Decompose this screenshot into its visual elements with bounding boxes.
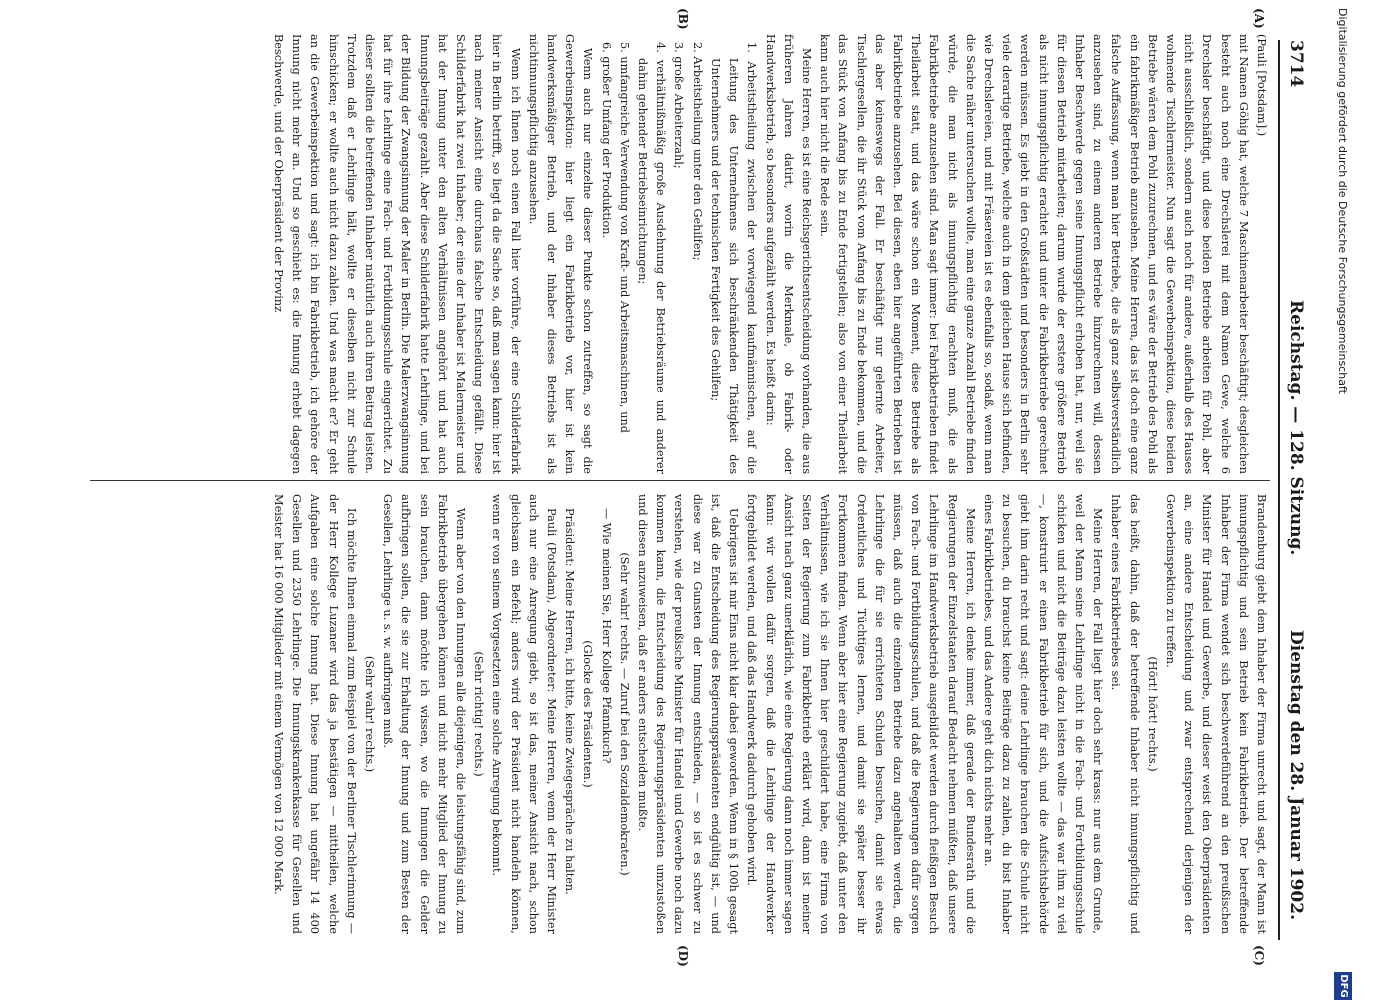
dfg-logo: DFG bbox=[1334, 972, 1352, 1000]
paragraph: Meine Herren, der Fall liegt hier doch sehr krass: nur aus dem Grunde, weil der Mann seine Lehrlinge nicht in die Fach- und Fortbildungsschule schicken und nicht die Beiträge dazu leisten wollte — das war ihm zu viel —, konstruirt er einen Fabrikbetrieb für sich, und die Aufsichtsbehörde giebt ihm darin recht und sagt: deine Lehrlinge brauchen die Schule nicht zu besuchen, du brauchst keine Beiträge dazu zu zahlen, du bist Inhaber eines Fabrikbetriebes, und das Andere geht dich nichts mehr an. bbox=[981, 494, 1105, 934]
page-header bbox=[1278, 40, 1310, 940]
list-item: 4. verhältnißmäßig große Ausdehnung der Betriebsräume und anderer dahin gehender Betriebseinrichtungen; bbox=[636, 42, 668, 474]
column-divider bbox=[90, 480, 1270, 481]
paragraph: Pauli (Potsdam), Abgeordneter: Meine Herren, wenn der Herr Minister auch nur eine Anregung giebt, so ist das, meiner Ansicht nach, schon gleichsam ein Befehl; anders wird der Präsident nicht handeln können, wenn er von seinem Vorgesetzten eine solche Anregung bekommt. bbox=[490, 494, 559, 934]
interjection: (Glocke des Präsidenten.) bbox=[581, 640, 595, 788]
paragraph: mit Namen Göhig hat, welche 7 Maschinenarbeiter beschäftigt; desgleichen besteht auch noch eine Drechslerei mit dem Namen Gewe, welche 6 Drechsler beschäftigt, und diese beiden Betriebe arbeiten für Pohl, aber nicht ausschließlich, sondern auch noch für andere, außerhalb des Hauses wohnende Tischlermeister. Nun sagt die Gewerbeinspektion, diese beiden Betriebe wären dem Pohl zuzurechnen, und es wäre der Betrieb des Pohl als ein fabrikmäßiger Betrieb anzusehen. Meine Herren, das ist doch eine ganz falsche Auffassung, wenn man hier Betriebe, die als ganz selbstverständlich anzusehen sind, zu einem anderen Betriebe hinzurechnen will, dessen Inhaber Beschwerde gegen seine Innungspflicht erhoben hat, nur, weil sie für diesen Betrieb mitarbeiten; darum wurde der erstere größere Betrieb als nicht innungspflichtig erachtet und unter die Fabrikbetriebe gerechnet werden müssen. Es giebt in den Großstädten und besonders in Berlin sehr viele derartige Betriebe, welche auch in dem gleichen Hause sich befinden, wie Drechslereien, und mit Fräsereien ist es ebenfalls so, sodaß, wenn man die Sache näher untersuchen wollte, man eine ganze Anzahl Betriebe finden würde, die man nicht als innungspflichtig erachten muß, die als Fabrikbetriebe anzusehen sind. Man sagt immer: bei Fabrikbetrieben findet Theilarbeit statt, und das wäre schon ein Moment, diese Betriebe als Fabrikbetriebe anzusehen. Bei diesen, eben hier angeführten Betrieben ist das aber keineswegs der Fall. Er beschäftigt nur gelernte Arbeiter, Tischlergesellen, die ihr Stück vom Anfang bis zu Ende bekommen, und die das Stück von Anfang bis zu Ende fertigstellen; also von einer Theilarbeit kann auch hier nicht die Rede sein. bbox=[818, 34, 1250, 474]
rotated-document-page bbox=[65, 10, 1310, 970]
paragraph: Wenn ich Ihnen noch einen Fall hier vorführe, der eine Schilderfabrik hier in Berlin betrifft, so liegt da die Sache so, daß man sagen kann: hier ist nach meiner Ansicht eine durchaus falsche Entscheidung gefällt. Diese Schilderfabrik hat zwei Inhaber; der eine der Inhaber ist Malermeister und hat der Innung unter den alten Verhältnissen angehört und hat auch Innungsbeiträge gezahlt. Aber diese Schilderfabrik hatte Lehrlinge, und bei der Bildung der Zwangsinnung der Maler in Berlin. Die Malerzwangsinnung hat für ihre Lehrlinge eine Fach- und Fortbildungsschule eingerichtet. Zu dieser sollten die betreffenden Inhaber natürlich auch ihren Beitrag leisten. Trotzdem daß er Lehrlinge hält, wollte er dieselben nicht zur Schule hinschicken; er wollte auch nicht dazu zahlen. Und was macht er? Er geht an die Gewerbeinspektion und sagt: ich bin Fabrikbetrieb, ich gehöre der Innung nicht mehr an. Und so geschieht es: die Innung erhebt dagegen Beschwerde, und der Oberpräsident der Provinz bbox=[272, 34, 522, 474]
margin-mark-c: (C) bbox=[1252, 945, 1266, 966]
margin-mark-a: (A) bbox=[1252, 8, 1266, 29]
paragraph: Ich möchte Ihnen einmal zum Beispiel von der Berliner Tischlerinnung — der Herr Kollege Luzaner wird das ja bestätigen — mittheilen, welche Aufgaben eine solche Innung hat. Diese Innung hat ungefähr 14 400 Gesellen und 2350 Lehrlinge. Die Innungskrankenkasse für Gesellen und Meister hat 16 000 Mitglieder mit einem Vermögen von 12 000 Mark. bbox=[272, 494, 358, 934]
paragraph: Meine Herren, ich denke immer, daß gerade der Bundesrath und die Regierungen der Einzelstaaten darauf Bedacht nehmen müßten, daß unsere Lehrlinge im Handwerksbetrieb ausgebildet werden durch fleißigen Besuch von Fach- und Fortbildungsschulen, und daß die Regierungen dafür sorgen müssen, daß auch die einzelnen Betriebe dazu angehalten werden, die Lehrlinge die für sie errichteten Schulen besuchen, damit sie etwas Ordentliches und Tüchtiges lernen, und damit sie später besser ihr Fortkommen finden. Wenn aber hier eine Regierung zugiebt, daß unter den Verhältnissen, wie ich sie Ihnen hier geschildert habe, eine Firma von Seiten der Regierung zum Fabrikbetrieb erklärt wird, dann ist meiner Ansicht nach ganz unerklärlich, wie eine Regierung dann noch immer sagen kann: wir wollen dafür sorgen, daß die Lehrlinge der Handwerker fortgebildet werden, und daß das Handwerk dadurch gehoben wird. bbox=[745, 494, 977, 934]
list-item: 6. großer Umfang der Produktion. bbox=[599, 42, 613, 239]
list-item: 1. Arbeitstheilung zwischen der vorwiegend kaufmännischen, auf die Leitung des Unternehmens sich beschränkenden Thätigkeit des Unternehmers und der technischen Fertigkeit des Gehilfen; bbox=[708, 42, 759, 474]
margin-mark-d: (D) bbox=[676, 945, 690, 967]
paragraph: das heißt, dahin, daß der betreffende Inhaber nicht innungspflichtig und Inhaber eines Fabrikbetriebes sei. bbox=[1109, 494, 1141, 934]
margin-mark-b: (B) bbox=[676, 8, 690, 30]
paragraph: Meine Herren, es ist eine Reichsgerichtsentscheidung vorhanden, die aus früheren Jahren datirt, worin die Merkmale, ob Fabrik- oder Handwerksbetrieb, so besonders aufgezählt werden. Es heißt darin: bbox=[763, 34, 813, 474]
left-column bbox=[80, 34, 1270, 474]
header-right-title: Dienstag den 28. Januar 1902. bbox=[1286, 630, 1306, 920]
interjection: (Hört! hört! rechts.) bbox=[1145, 656, 1159, 772]
credit-text: Digitalisierung gefördert durch die Deutsche Forschungsgemeinschaft bbox=[1336, 8, 1349, 394]
list-item: 5. umfangreiche Verwendung von Kraft- und Arbeitsmaschinen, und bbox=[617, 42, 631, 434]
right-column bbox=[80, 494, 1270, 934]
digitization-credit bbox=[1332, 8, 1352, 1000]
list-item: 3. große Arbeiterzahl; bbox=[672, 42, 686, 169]
paragraph: Uebrigens ist mir Eins nicht klar dabei geworden. Wenn in § 100h gesagt ist, daß die Entscheidung des Regierungspräsidenten endgültig ist, — und diese war zu Gunsten der Innung entschieden, — so ist es schwer zu verstehen, wie der preußische Minister für Handel und Gewerbe noch dazu kommen kann, die Entscheidung des Regierungspräsidenten umzustoßen und diesen anzuweisen, daß er anders entscheiden mußte. bbox=[636, 494, 741, 934]
page-number: 3714 bbox=[1286, 40, 1306, 88]
header-left-title: Reichstag. — 128. Sitzung. bbox=[1286, 300, 1306, 556]
interjection: (Sehr wahr! rechts.) bbox=[363, 655, 377, 773]
paragraph: Wenn aber von den Innungen alle diejenigen, die leistungsfähig sind, zum Fabrikbetrieb übergehen können und nicht mehr Mitglied der Innung zu sein brauchen, dann möchte ich wissen, wo die Innungen die Gelder aufbringen sollen, die sie zur Erhaltung der Innung und zum Besten der Gesellen, Lehrlinge u. s. w. aufbringen muß. bbox=[381, 494, 468, 934]
interjection: (Sehr richtig! rechts.) bbox=[472, 651, 486, 777]
paragraph: — Wie meinen Sie, Herr Kollege Pfannkuch? bbox=[599, 508, 613, 764]
list-item: 2. Arbeitstheilung unter den Gehilfen; bbox=[690, 42, 704, 261]
paragraph: Wenn auch nur einzelne dieser Punkte schon zutreffen, so sagt die Gewerbeinspektion: hier liegt ein Fabrikbetrieb vor, hier ist kein handwerksmäßiger Betrieb, und der Inhaber dieses Betriebs ist als nichtinnungspflichtig anzusehen. bbox=[526, 34, 595, 474]
speaker-tag: (Pauli [Potsdam].) bbox=[1255, 34, 1268, 137]
paragraph: Präsident: Meine Herren, ich bitte, keine Zwiegespräche zu halten. bbox=[563, 508, 577, 895]
interjection: (Sehr wahr! rechts. — Zuruf bei den Sozialdemokraten.) bbox=[617, 552, 631, 876]
paragraph: Brandenburg giebt dem Inhaber der Firma unrecht und sagt, der Mann ist innungspflichtig und sein Betrieb kein Fabrikbetrieb. Der betreffende Inhaber der Firma wendet sich beschwerdeführend an den preußischen Minister für Handel und Gewerbe, und dieser weist den Oberpräsidenten an, eine andere Entscheidung und zwar entsprechend derjenigen der Gewerbeinspektion zu treffen. bbox=[1163, 494, 1268, 934]
